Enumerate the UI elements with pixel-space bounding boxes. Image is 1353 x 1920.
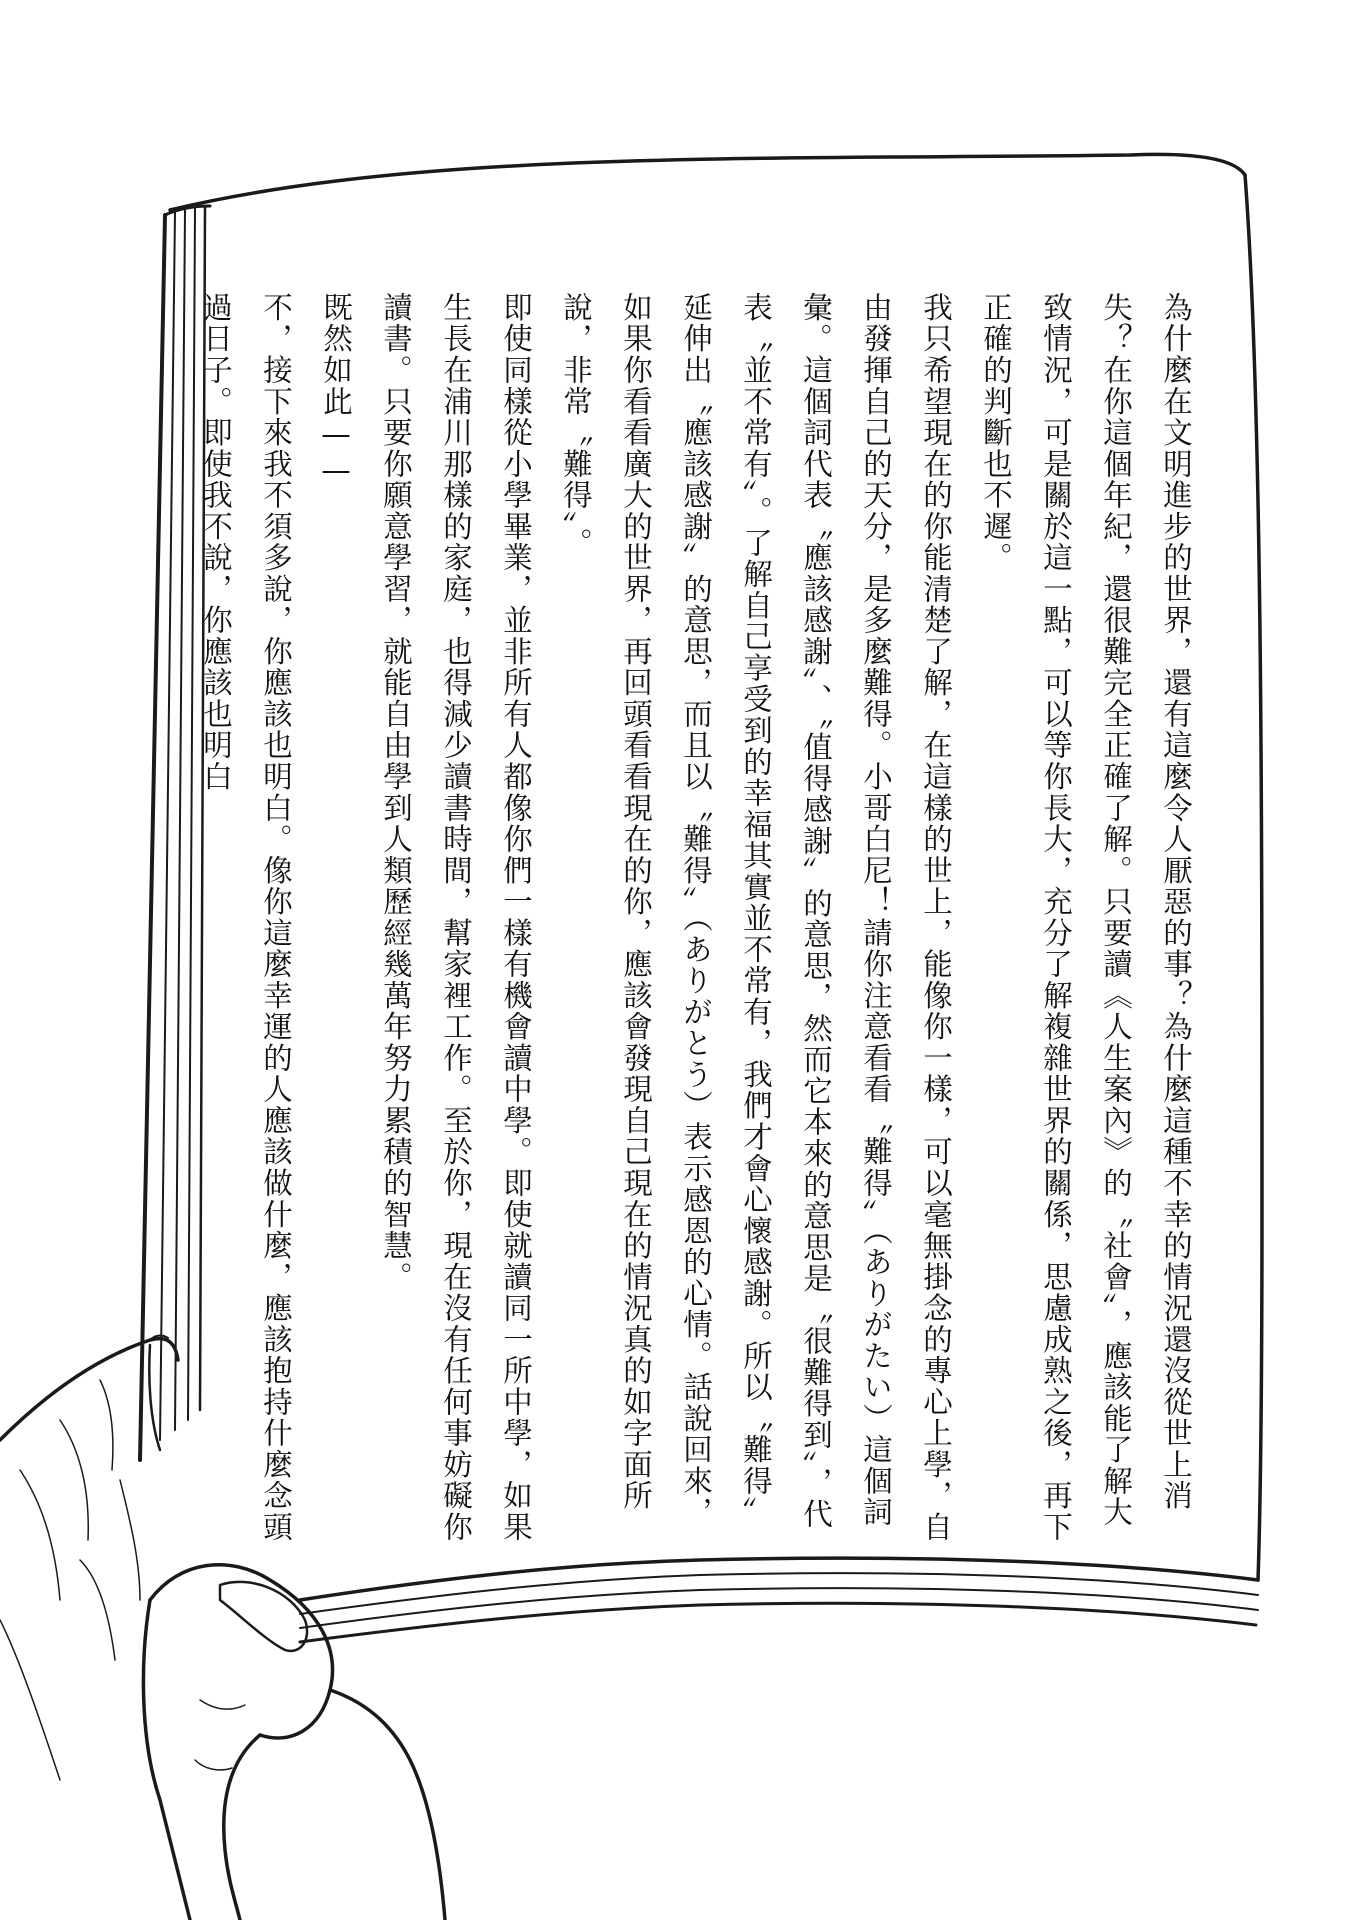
paragraph-3: 即使同樣從小學畢業，並非所有人都像你們一樣有機會讀中學。即使就讀同一所中學，如果生長在浦川那樣的家庭，也得減少讀書時間，幫家裡工作。至於你，現在沒有任何事妨礙你讀書。只要你願意學習，就能自由學到人類歷經幾萬年努力累積的智慧。 (379, 292, 533, 1543)
paragraph-5: 不，接下來我不須多說，你應該也明白。像你這麼幸運的人應該做什麼，應該抱持什麼念頭過日子。即使我不說，你應該也明白 (199, 292, 293, 1543)
hand-palm (0, 1339, 178, 1440)
thumbnail (220, 1582, 307, 1651)
paragraph-1: 為什麼在文明進步的世界，還有這麼令人厭惡的事？為什麼這種不幸的情況還沒從世上消失？在你這個年紀，還很難完全正確了解。只要讀《人生案內》的〝社會〞，應該能了解大致情況，可是關於這一點，可以等你長大，充分了解複雜世界的關係，思慮成熟之後，再下正確的判斷也不遲。 (979, 292, 1193, 1543)
page-bottom-edge (300, 1558, 1258, 1600)
book-page-text (186, 292, 1206, 1552)
page-right-edge (1245, 175, 1262, 1580)
paragraph-4: 既然如此—— (319, 292, 353, 489)
page-top-edge (170, 154, 1245, 210)
thumb (150, 1565, 333, 1738)
paragraph-2: 我只希望現在的你能清楚了解，在這樣的世上，能像你一樣，可以毫無掛念的專心上學，自由發揮自己的天分，是多麼難得。小哥白尼！請你注意看看〝難得〞（ありがたい）這個詞彙。這個詞代表〝應該感謝〞、〝值得感謝〞的意思，然而它本來的意思是〝很難得到〞，代表〝並不常有〞。了解自己享受到的幸福其實並不常有，我們才會心懷感謝。所以〝難得〞延伸出〝應該感謝〞的意思，而且以〝難得〞（ありがとう）表示感恩的心情。話說回來，如果你看看廣大的世界，再回頭看看現在的你，應該會發現自己現在的情況真的如字面所說，非常〝難得〞。 (559, 292, 953, 1543)
